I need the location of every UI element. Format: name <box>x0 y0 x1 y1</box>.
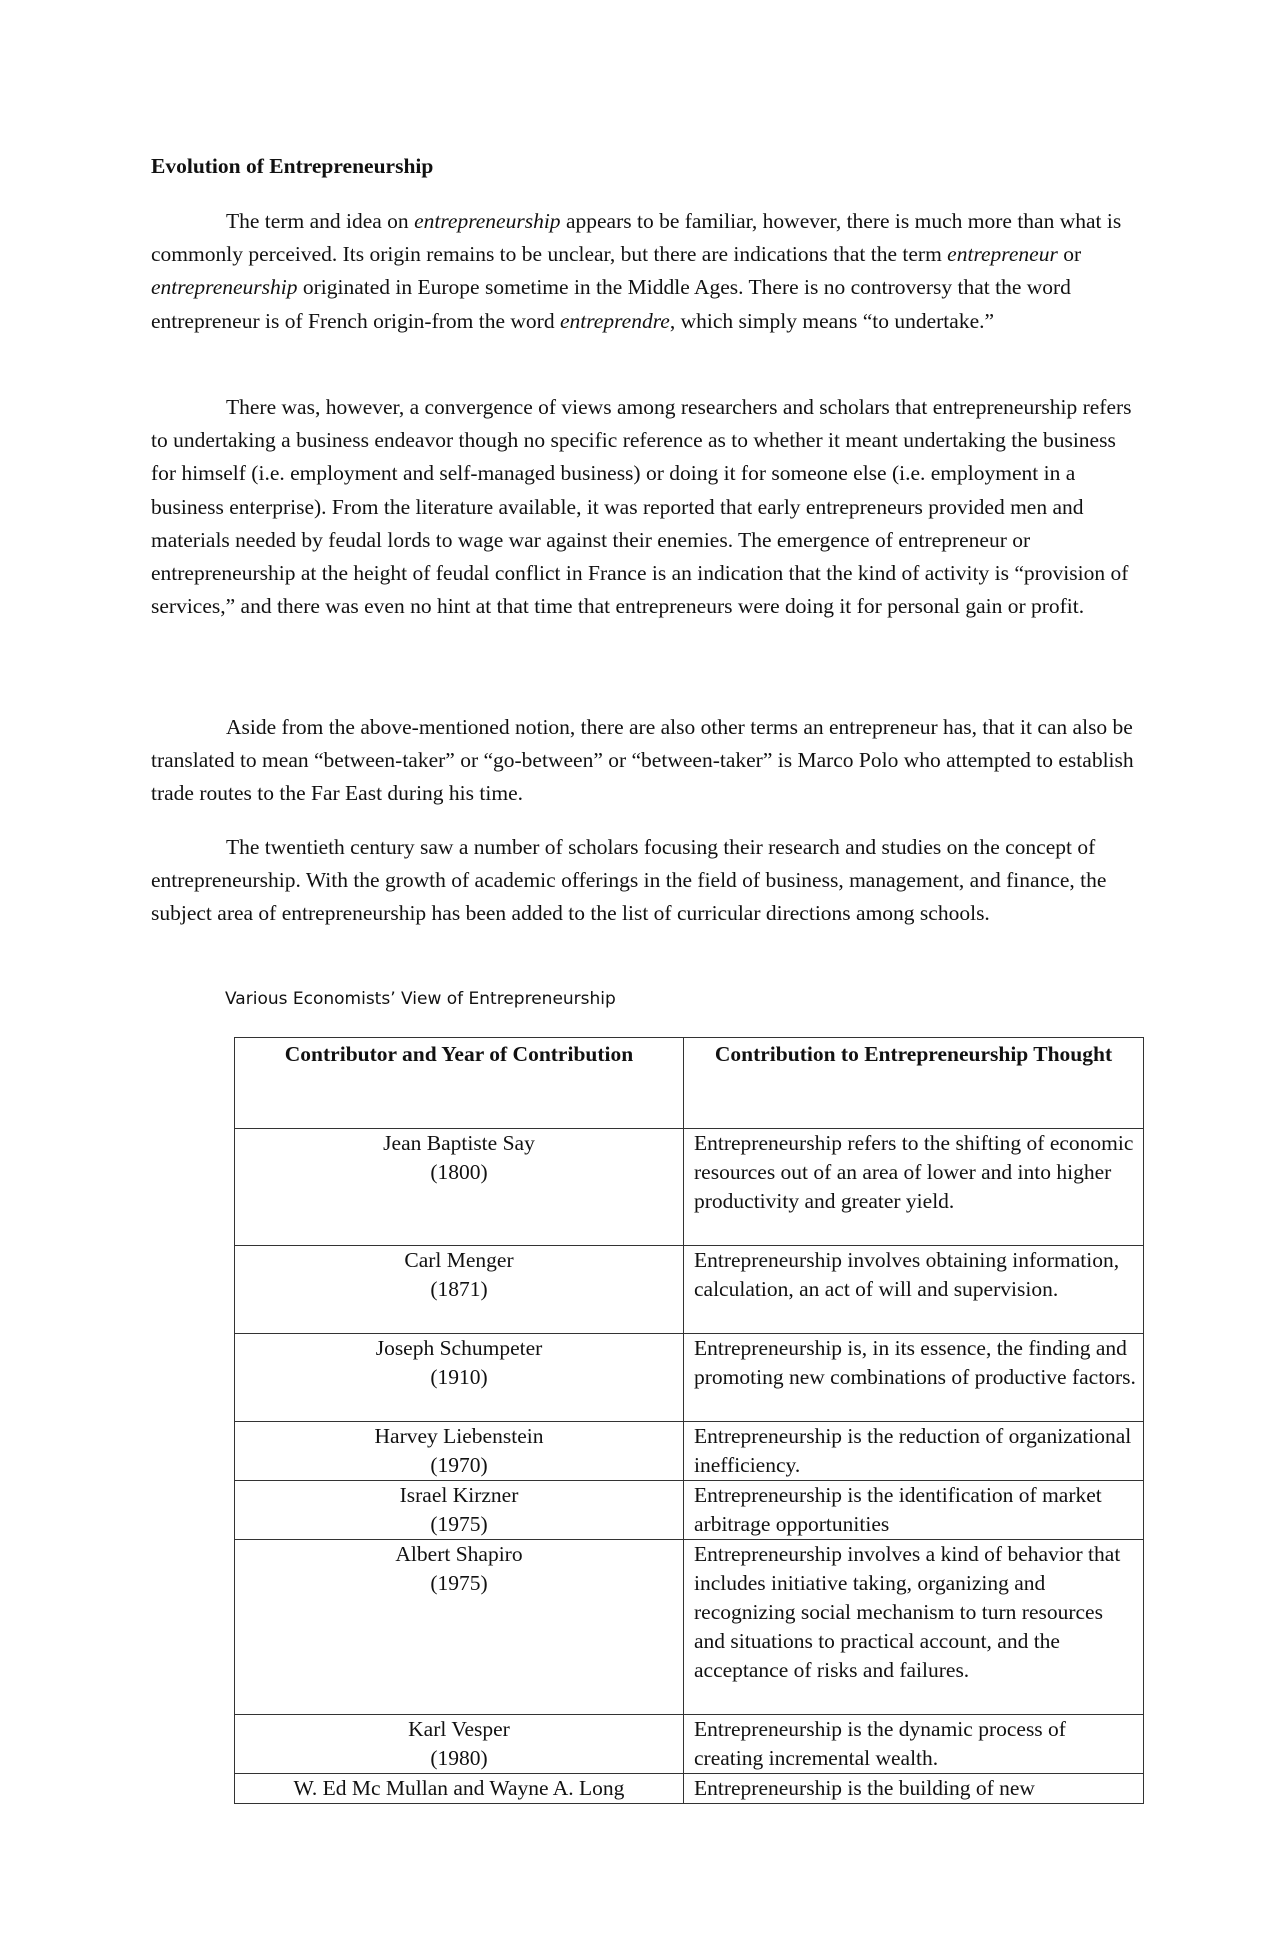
header-contributor: Contributor and Year of Contribution <box>235 1038 684 1129</box>
text-run: originated in Europe sometime in the Middle Ages. There is no controversy that the word entrepreneur is of French origin-from the word <box>151 275 1071 333</box>
table-row <box>235 1481 1144 1540</box>
text-run: appears to be familiar, however, there is much more than what is commonly perceived. Its origin remains to be unclear, but there are indications that the term <box>151 209 1122 267</box>
contribution-cell: Entrepreneurship is the identification of market arbitrage opportunities <box>684 1481 1144 1540</box>
paragraph-convergence: There was, however, a convergence of views among researchers and scholars that entrepreneurship refers to undertaking a business endeavor though no specific reference as to whether it meant undertaking the business for himself (i.e. employment and self-managed business) or doing it for someone else (i.e. employment in a business enterprise). From the literature available, it was reported that early entrepreneurs provided men and materials needed by feudal lords to wage war against their enemies. The emergence of entrepreneur or entrepreneurship at the height of feudal conflict in France is an indication that the kind of activity is “provision of services,” and there was even no hint at that time that entrepreneurs were doing it for personal gain or profit. <box>151 395 1132 619</box>
table-caption: Various Economists’ View of Entrepreneurship <box>225 989 616 1009</box>
table-row <box>235 1246 1144 1334</box>
contributor-year: (1970) <box>430 1453 488 1477</box>
header-contribution: Contribution to Entrepreneurship Thought <box>684 1038 1144 1129</box>
text-run: or <box>1057 242 1082 267</box>
contributor-cell <box>235 1774 684 1804</box>
contributor-name: Harvey Liebenstein <box>374 1424 544 1448</box>
contributor-cell <box>235 1540 684 1715</box>
contribution-cell: Entrepreneurship involves obtaining information, calculation, an act of will and supervision. <box>684 1246 1144 1334</box>
contribution-cell: Entrepreneurship refers to the shifting of economic resources out of an area of lower and into higher productivity and greater yield. <box>684 1129 1144 1246</box>
contributor-name: Jean Baptiste Say <box>383 1131 535 1155</box>
contributor-year: (1975) <box>430 1571 488 1595</box>
table-row <box>235 1715 1144 1774</box>
contributor-name: Albert Shapiro <box>395 1542 523 1566</box>
contributor-cell <box>235 1422 684 1481</box>
section-heading: Evolution of Entrepreneurship <box>151 154 434 178</box>
contributor-cell <box>235 1334 684 1422</box>
contributor-name: Karl Vesper <box>408 1717 510 1741</box>
economists-table <box>234 1037 1144 1804</box>
italic-term: entrepreneur <box>947 242 1058 267</box>
italic-term: entrepreneurship <box>414 209 561 233</box>
contributor-year: (1871) <box>430 1277 488 1301</box>
contributor-name: Carl Menger <box>404 1248 514 1272</box>
italic-term: entrepreneurship <box>151 275 298 300</box>
paragraph-twentieth-century: The twentieth century saw a number of scholars focusing their research and studies on the concept of entrepreneurship. With the growth of academic offerings in the field of business, management, and finance, the subject area of entrepreneurship has been added to the list of curricular directions among schools. <box>151 835 1107 926</box>
contribution-cell <box>684 1774 1144 1804</box>
contributor-year: (1980) <box>430 1746 488 1770</box>
contributor-cell <box>235 1481 684 1540</box>
table-row <box>235 1540 1144 1715</box>
table-row <box>235 1129 1144 1246</box>
contributor-name: Joseph Schumpeter <box>375 1336 543 1360</box>
table-row <box>235 1774 1144 1804</box>
paragraph-etymology <box>151 205 1136 338</box>
table-header-row <box>235 1038 1144 1129</box>
contributor-year: (1975) <box>430 1512 488 1536</box>
italic-term: entreprendre <box>559 308 670 333</box>
paragraph-other-terms: Aside from the above-mentioned notion, there are also other terms an entrepreneur has, that it can also be translated to mean “between-taker” or “go-between” or “between-taker” is Marco Polo who attempted to establish trade routes to the Far East during his time. <box>151 715 1134 806</box>
contribution-cell: Entrepreneurship is, in its essence, the finding and promoting new combinations of productive factors. <box>684 1334 1144 1422</box>
contributor-cell <box>235 1246 684 1334</box>
text-run: , which simply means “to undertake.” <box>669 308 995 333</box>
table-row <box>235 1422 1144 1481</box>
contribution-cell: Entrepreneurship involves a kind of behavior that includes initiative taking, organizing and recognizing social mechanism to turn resources and situations to practical account, and the acceptance of risks and failures. <box>684 1540 1144 1715</box>
contribution-cell: Entrepreneurship is the dynamic process of creating incremental wealth. <box>684 1715 1144 1774</box>
table-row <box>235 1334 1144 1422</box>
contributor-year: (1800) <box>430 1160 488 1184</box>
contributor-name: Israel Kirzner <box>399 1483 519 1507</box>
contributor-cell <box>235 1715 684 1774</box>
text-run: The term and idea on <box>226 209 415 233</box>
contribution-cell: Entrepreneurship is the reduction of organizational inefficiency. <box>684 1422 1144 1481</box>
contributor-cell <box>235 1129 684 1246</box>
contributor-year: (1910) <box>430 1365 488 1389</box>
contributor-name: W. Ed Mc Mullan and Wayne A. Long <box>293 1776 625 1800</box>
contribution-text: Entrepreneurship is the building of new <box>694 1776 1035 1800</box>
